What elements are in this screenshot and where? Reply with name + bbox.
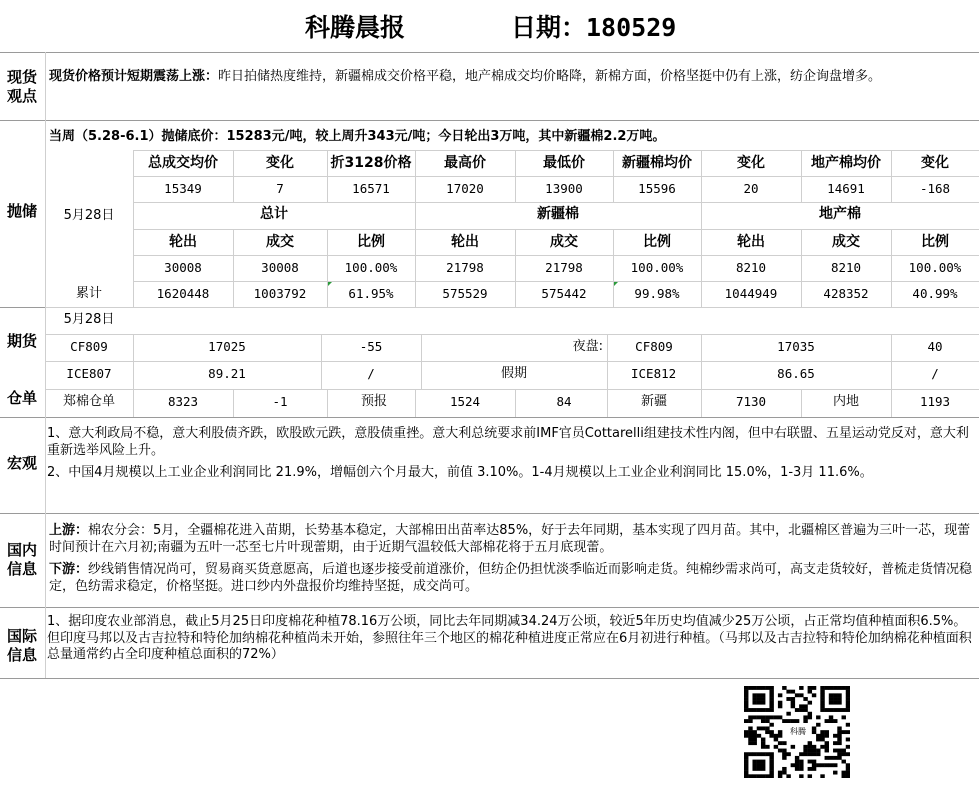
grid-line [415, 389, 416, 417]
grid-line [607, 334, 608, 389]
price-value-7: 20 [743, 181, 759, 196]
grid-line [515, 150, 516, 202]
auction-summary: 当周（5.28-6.1）抛储底价：15283元/吨，较上周升343元/吨；今日轮出3万吨，其中新疆棉2.2万吨。 [49, 129, 666, 144]
futures-date: 5月28日 [63, 312, 115, 327]
price-header-2: 变化 [266, 155, 294, 171]
price-value-1: 15349 [164, 181, 202, 196]
grid-line [415, 202, 416, 229]
grid-line [133, 334, 134, 389]
grid-line [421, 334, 422, 389]
price-header-9: 变化 [921, 155, 949, 171]
grid-line [891, 389, 892, 417]
warehouse-section-label: 仓单 [6, 389, 37, 407]
grid-line [133, 389, 134, 417]
grid-line [801, 150, 802, 202]
today-value-7: 8210 [735, 260, 767, 275]
cumulative-value-5: 575442 [541, 286, 587, 301]
today-value-6: 100.00% [630, 260, 684, 275]
grid-line [891, 229, 892, 307]
sub-header-2: 成交 [266, 234, 294, 250]
price-value-9: -168 [919, 181, 951, 196]
inland-label: 内地 [832, 394, 859, 409]
warehouse-name: 郑棉仓单 [62, 394, 115, 409]
grid-line [0, 120, 979, 121]
sub-header-4: 轮出 [451, 234, 479, 250]
grid-line [133, 150, 979, 151]
night-session-label: 夜盘: [572, 339, 603, 354]
qr-caption: 科腾 [787, 726, 809, 738]
price-value-3: 16571 [352, 181, 390, 196]
grid-line [891, 150, 892, 202]
grid-line [0, 513, 979, 514]
sub-header-1: 轮出 [169, 234, 197, 250]
price-header-6: 新疆棉均价 [622, 155, 692, 171]
downstream-text: 纱线销售情况尚可，贸易商买货意愿高，后道也逐步接受前道涨价，但纺企仍担忧淡季临近而影响走货。纯棉纱需求尚可，高支走货较好，普梳走货情况稳定，色纺需求稳定，价格坚挺。进口纱内外盘报价均维持坚挺，成交尚可。 [49, 562, 973, 594]
price-header-8: 地产棉均价 [811, 155, 881, 171]
price-header-5: 最低价 [543, 155, 585, 171]
futures-section-label: 期货 [6, 332, 37, 350]
ice-front-change: / [367, 366, 375, 381]
date-label: 日期： [510, 13, 586, 42]
ice-back-price: 86.65 [777, 366, 815, 381]
grid-line [327, 389, 328, 417]
grid-line [0, 417, 979, 418]
xinjiang-value: 7130 [735, 394, 767, 409]
today-value-5: 21798 [545, 260, 583, 275]
grid-line [515, 229, 516, 307]
cf-change: -55 [359, 339, 383, 354]
ice-front-contract: ICE807 [66, 366, 112, 381]
xinjiang-label: 新疆 [640, 394, 667, 409]
price-header-1: 总成交均价 [148, 155, 218, 171]
cumulative-value-2: 1003792 [253, 286, 307, 301]
cumulative-value-4: 575529 [442, 286, 488, 301]
night-contract: CF809 [635, 339, 673, 354]
warehouse-change: -1 [272, 394, 288, 409]
grid-line [801, 389, 802, 417]
group-xinjiang: 新疆棉 [537, 206, 579, 222]
inland-value: 1193 [919, 394, 951, 409]
grid-line [321, 334, 322, 389]
cumulative-value-9: 40.99% [912, 286, 958, 301]
price-header-4: 最高价 [444, 155, 486, 171]
grid-line [45, 334, 979, 335]
price-header-3: 折3128价格 [330, 155, 412, 171]
macro-item-2: 2、中国4月规模以上工业企业利润同比 21.9%，增幅创六个月最大，前值 3.10%。1-4月规模以上工业企业利润同比 15.0%，1-3月 11.6%。 [47, 465, 873, 480]
forecast-value-2: 84 [556, 394, 572, 409]
grid-line [0, 678, 979, 679]
group-inland: 地产棉 [819, 206, 861, 222]
grid-line [45, 307, 979, 308]
cumulative-value-1: 1620448 [156, 286, 210, 301]
domestic-section-label: 国内信息 [6, 541, 37, 578]
grid-line [613, 229, 614, 307]
grid-line [415, 150, 416, 202]
forecast-value: 1524 [449, 394, 481, 409]
report-title: 科腾晨报 [304, 13, 405, 42]
forecast-label: 预报 [360, 394, 387, 409]
price-value-4: 17020 [446, 181, 484, 196]
ice-front-price: 89.21 [208, 366, 246, 381]
sub-header-8: 成交 [832, 234, 860, 250]
international-section-label: 国际信息 [6, 627, 37, 664]
grid-line [45, 52, 46, 678]
downstream-label: 下游： [49, 562, 89, 577]
grid-line [133, 202, 979, 203]
today-value-3: 100.00% [344, 260, 398, 275]
price-header-7: 变化 [737, 155, 765, 171]
today-value-8: 8210 [830, 260, 862, 275]
grid-line [701, 334, 702, 389]
grid-line [0, 52, 979, 53]
sub-header-6: 比例 [643, 234, 671, 250]
macro-section-label: 宏观 [6, 454, 37, 472]
group-total: 总计 [260, 206, 288, 222]
spot-paragraph [49, 69, 974, 86]
sub-header-5: 成交 [550, 234, 578, 250]
grid-line [515, 389, 516, 417]
warehouse-total: 8323 [167, 394, 199, 409]
cf-price: 17025 [208, 339, 246, 354]
today-value-1: 30008 [164, 260, 202, 275]
ice-back-contract: ICE812 [631, 366, 677, 381]
spot-text: 昨日拍储热度维持，新疆棉成交价格平稳，地产棉成交均价略降，新棉方面，价格坚挺中仍有上涨，纺企询盘增多。 [218, 69, 882, 84]
spot-lead: 现货价格预计短期震荡上涨： [49, 69, 219, 84]
price-value-6: 15596 [638, 181, 676, 196]
grid-line [891, 334, 892, 389]
cumulative-label: 累计 [75, 286, 102, 301]
cumulative-value-8: 428352 [823, 286, 869, 301]
grid-line [613, 150, 614, 202]
holiday-note: 假期 [500, 366, 527, 381]
grid-line [133, 150, 134, 307]
cumulative-value-3: 61.95% [348, 286, 394, 301]
today-value-9: 100.00% [908, 260, 962, 275]
grid-line [133, 255, 979, 256]
night-price: 17035 [777, 339, 815, 354]
cf-contract: CF809 [70, 339, 108, 354]
grid-line [327, 229, 328, 307]
cumulative-value-7: 1044949 [724, 286, 778, 301]
grid-line [45, 361, 979, 362]
spot-section-label: 现货观点 [6, 68, 37, 105]
international-text: 1、据印度农业部消息，截止5月25日印度棉花种植78.16万公顷，同比去年同期减34.24万公顷，较近5年历史均值减少25万公顷，占正常均值种植面积6.5%。但印度马邦以及古吉拉特和特伦加纳棉花种植尚未开始，参照往年三个地区的棉花种植进度正常应在6月初进行种植。（马邦以及古吉拉特和特伦加纳棉花种植面积总量通常约占全印度种植总面积的72%） [47, 614, 972, 662]
grid-line [233, 389, 234, 417]
domestic-upstream [49, 523, 975, 556]
grid-line [45, 389, 979, 390]
grid-line [327, 150, 328, 202]
grid-line [701, 202, 702, 229]
grid-line [133, 229, 979, 230]
auction-section-label: 抛储 [6, 202, 37, 220]
report-date: 180529 [586, 13, 677, 42]
ice-back-change: / [931, 366, 939, 381]
price-value-5: 13900 [545, 181, 583, 196]
sub-header-7: 轮出 [737, 234, 765, 250]
macro-item-1: 1、意大利政局不稳，意大利股债齐跌，欧股欧元跌，意股债重挫。意大利总统要求前IMF官员Cottarelli组建技术性内阁，但中右联盟、五星运动党反对，意大利重新选举风险上升。 [47, 426, 969, 458]
price-value-8: 14691 [827, 181, 865, 196]
today-value-2: 30008 [261, 260, 299, 275]
night-change: 40 [927, 339, 943, 354]
grid-line [0, 607, 979, 608]
price-value-2: 7 [276, 181, 284, 196]
grid-line [133, 176, 979, 177]
today-value-4: 21798 [446, 260, 484, 275]
grid-line [701, 150, 702, 202]
grid-line [415, 229, 416, 307]
sub-header-9: 比例 [921, 234, 949, 250]
grid-line [233, 150, 234, 202]
sub-header-3: 比例 [357, 234, 385, 250]
grid-line [607, 389, 608, 417]
grid-line [701, 229, 702, 307]
cumulative-value-6: 99.98% [634, 286, 680, 301]
auction-date: 5月28日 [63, 208, 115, 223]
domestic-downstream [49, 562, 975, 595]
upstream-text: 棉农分会：5月，全疆棉花进入苗期，长势基本稳定，大部棉田出苗率达85%，好于去年同期，基本实现了四月苗。其中，北疆棉区普遍为三叶一芯，现蕾时间预计在六月初;南疆为五叶一芯至七片叶现蕾期，由于近期气温较低大部棉花将于五月底现蕾。 [49, 523, 971, 555]
grid-line [701, 389, 702, 417]
upstream-label: 上游： [49, 523, 89, 538]
grid-line [801, 229, 802, 307]
grid-line [133, 281, 979, 282]
grid-line [233, 229, 234, 307]
